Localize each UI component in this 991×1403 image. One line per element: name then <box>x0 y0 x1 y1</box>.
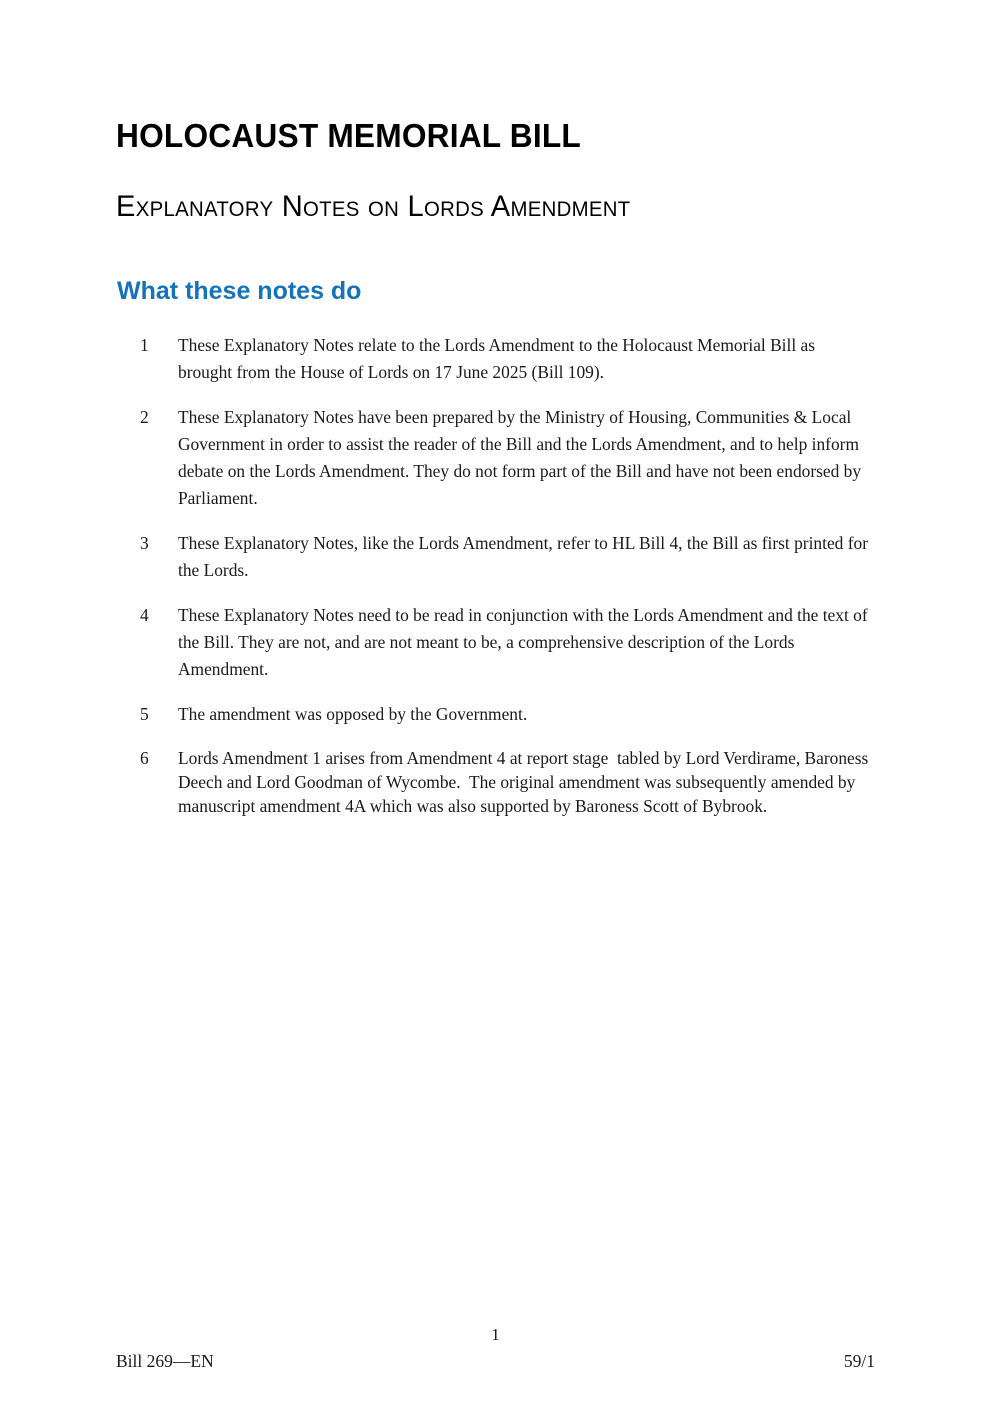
page-footer <box>116 1350 875 1372</box>
note-item <box>140 530 873 584</box>
note-number: 4 <box>140 605 149 625</box>
note-item <box>140 404 870 512</box>
footer-page-reference: 59/1 <box>843 1351 875 1371</box>
note-number: 5 <box>140 704 149 724</box>
note-number: 1 <box>140 335 149 355</box>
explanatory-notes-list <box>140 332 873 836</box>
note-item <box>140 332 870 386</box>
note-number: 2 <box>140 407 149 427</box>
note-text: These Explanatory Notes relate to the Lords Amendment to the Holocaust Memorial Bill as brought from the House of Lords on 17 June 2025 (Bill 109). <box>178 335 820 382</box>
note-item <box>140 602 870 683</box>
section-heading-what-these-notes-do: What these notes do <box>117 277 362 305</box>
note-item <box>140 701 870 728</box>
note-number: 3 <box>140 533 149 553</box>
note-item <box>140 746 873 818</box>
note-text: The amendment was opposed by the Government. <box>178 704 528 724</box>
note-text: These Explanatory Notes have been prepared by the Ministry of Housing, Communities & Local Government in order to assist the reader of the Bill and the Lords Amendment, and to help inform debate on the Lords Amendment. They do not form part of the Bill and have not been endorsed by Parliament. <box>178 407 866 508</box>
note-text: Lords Amendment 1 arises from Amendment 4 at report stage tabled by Lord Verdirame, Baroness Deech and Lord Goodman of Wycombe. The original amendment was subsequently amended by manuscript amendment 4A which was also supported by Baroness Scott of Bybrook. <box>178 748 873 816</box>
document-title: HOLOCAUST MEMORIAL BILL <box>116 117 581 154</box>
note-text: These Explanatory Notes need to be read in conjunction with the Lords Amendment and the text of the Bill. They are not, and are not meant to be, a comprehensive description of the Lords Amendment. <box>178 605 872 679</box>
footer-bill-reference: Bill 269—EN <box>116 1351 214 1371</box>
note-number: 6 <box>140 748 149 768</box>
note-text: These Explanatory Notes, like the Lords Amendment, refer to HL Bill 4, the Bill as first printed for the Lords. <box>178 533 873 580</box>
document-subtitle: Explanatory Notes on Lords Amendment <box>116 190 631 223</box>
page-number: 1 <box>491 1325 500 1344</box>
